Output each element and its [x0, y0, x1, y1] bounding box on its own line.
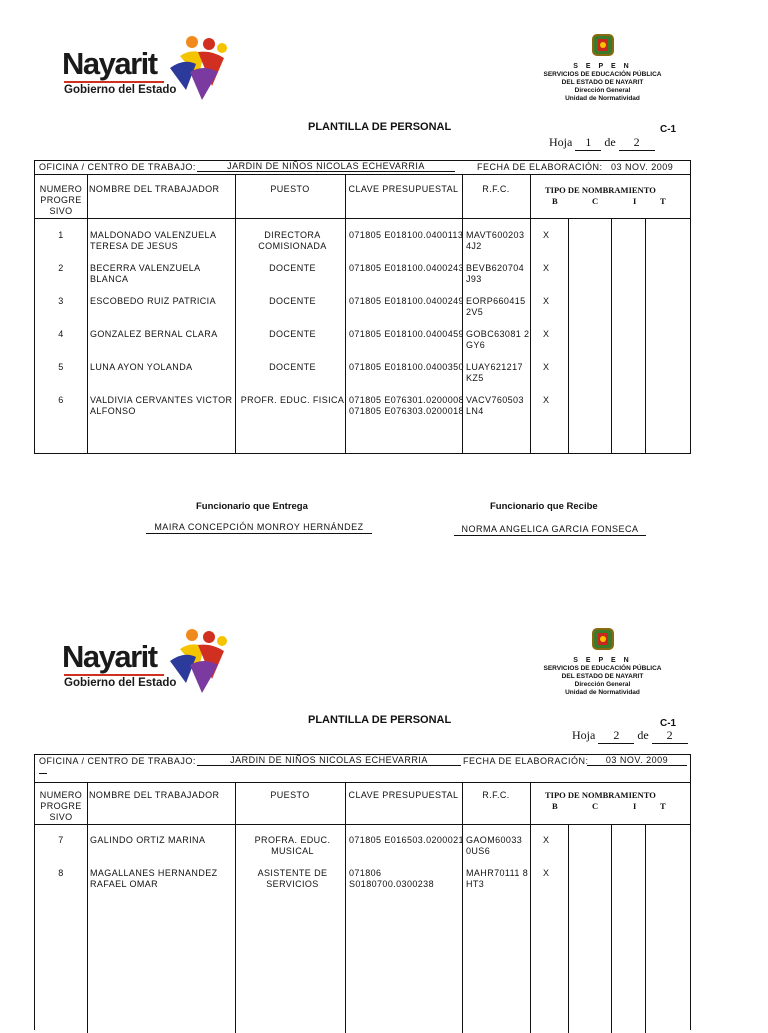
- seal-line: Dirección General: [574, 681, 631, 688]
- seal-line: DEL ESTADO DE NAYARIT: [561, 673, 644, 680]
- page-title: PLANTILLA DE PERSONAL: [308, 121, 452, 133]
- seal-line: Unidad de Normatividad: [565, 95, 640, 102]
- header-i: I: [633, 801, 637, 811]
- de-label: de: [604, 135, 616, 149]
- row-tipo-b: X: [543, 835, 550, 845]
- row-puesto: ASISTENTE DE SERVICIOS: [257, 868, 328, 889]
- seal-line: S E P E N: [573, 63, 632, 70]
- seal-line: SERVICIOS DE EDUCACIÓN PÚBLICA: [543, 665, 662, 672]
- recibe-label: Funcionario que Recibe: [490, 501, 598, 512]
- personnel-table: [34, 754, 691, 1030]
- sheet-counter: [549, 135, 655, 151]
- personnel-table: [34, 160, 691, 454]
- header-tipo: TIPO DE NOMBRAMIENTO: [545, 790, 656, 800]
- row-rfc: EORP660415 2V5: [466, 296, 526, 317]
- header-puesto: PUESTO: [270, 184, 310, 194]
- seal-line: SERVICIOS DE EDUCACIÓN PÚBLICA: [543, 71, 662, 78]
- row-puesto: DOCENTE: [269, 362, 316, 372]
- logo-word: Nayarit: [62, 46, 157, 81]
- row-rfc: BEVB620704 J93: [466, 263, 525, 284]
- row-rfc: MAVT600203 4J2: [466, 230, 525, 251]
- header-num: NUMERO PROGRE SIVO: [39, 184, 83, 216]
- row-number: 2: [58, 263, 64, 273]
- office-label: OFICINA / CENTRO DE TRABAJO:: [39, 756, 196, 766]
- row-clave: 071805 E018100.0400243: [349, 263, 464, 273]
- row-puesto: PROFRA. EDUC. MUSICAL: [254, 835, 331, 856]
- hoja-label: Hoja: [572, 728, 596, 742]
- row-rfc: MAHR70111 8HT3: [466, 868, 529, 889]
- col-divider: [345, 175, 346, 454]
- hoja-label: Hoja: [549, 135, 573, 149]
- coat-of-arms-icon: [590, 32, 616, 58]
- form-code: C-1: [660, 718, 677, 729]
- seal-line: Unidad de Normatividad: [565, 689, 640, 696]
- office-value: JARDIN DE NIÑOS NICOLAS ECHEVARRIA: [197, 755, 461, 766]
- de-label: de: [637, 728, 649, 742]
- entrega-name: MAIRA CONCEPCIÓN MONROY HERNÁNDEZ: [146, 522, 372, 534]
- hoja-number: 2: [598, 728, 634, 744]
- row-clave: 071805 E018100.0400459: [349, 329, 464, 339]
- col-divider: [235, 783, 236, 1033]
- header-t: T: [660, 196, 666, 206]
- col-divider: [530, 175, 531, 454]
- row-tipo-b: X: [543, 868, 550, 878]
- row-name: MAGALLANES HERNANDEZ RAFAEL OMAR: [90, 868, 218, 889]
- header-clave: CLAVE PRESUPUESTAL: [348, 790, 459, 800]
- col-divider: [530, 783, 531, 1033]
- row-tipo-b: X: [543, 362, 550, 372]
- row-name: BECERRA VALENZUELA BLANCA: [90, 263, 201, 284]
- fecha-label: FECHA DE ELABORACIÓN:: [477, 162, 603, 172]
- row-puesto: PROFR. EDUC. FISICA: [240, 395, 345, 405]
- header-rfc: R.F.C.: [482, 790, 510, 800]
- header-name: NOMBRE DEL TRABAJADOR: [89, 184, 220, 194]
- col-divider: [611, 824, 612, 1033]
- row-name: GONZALEZ BERNAL CLARA: [90, 329, 218, 339]
- page-title: PLANTILLA DE PERSONAL: [308, 714, 452, 726]
- row-tipo-b: X: [543, 230, 550, 240]
- people-figures-icon: [162, 627, 232, 697]
- row-number: 1: [58, 230, 64, 240]
- header-i: I: [633, 196, 637, 206]
- fecha-label: FECHA DE ELABORACIÓN:: [463, 756, 589, 766]
- coat-of-arms-icon: [590, 626, 616, 652]
- seal-line: S E P E N: [573, 657, 632, 664]
- fecha-value: 03 NOV. 2009: [611, 162, 674, 172]
- row-clave: 071805 E076301.0200008 071805 E076303.0200018: [349, 395, 464, 416]
- header-divider: [35, 218, 690, 219]
- sepen-seal: [540, 626, 665, 697]
- row-rfc: VACV760503 LN4: [466, 395, 524, 416]
- header-tipo: TIPO DE NOMBRAMIENTO: [545, 185, 656, 195]
- sheet-counter: [572, 728, 688, 744]
- row-number: 6: [58, 395, 64, 405]
- row-clave: 071805 E016503.0200021: [349, 835, 464, 845]
- col-divider: [645, 218, 646, 454]
- row-tipo-b: X: [543, 329, 550, 339]
- row-tipo-b: X: [543, 296, 550, 306]
- row-name: VALDIVIA CERVANTES VICTOR ALFONSO: [90, 395, 233, 416]
- row-puesto: DOCENTE: [269, 263, 316, 273]
- header-num: NUMERO PROGRE SIVO: [39, 790, 83, 822]
- row-name: ESCOBEDO RUIZ PATRICIA: [90, 296, 216, 306]
- row-name: MALDONADO VALENZUELA TERESA DE JESUS: [90, 230, 216, 251]
- row-clave: 071805 E018100.0400350: [349, 362, 464, 372]
- row-puesto: DOCENTE: [269, 296, 316, 306]
- hoja-total: 2: [619, 135, 655, 151]
- row-number: 3: [58, 296, 64, 306]
- nayarit-logo: [62, 633, 227, 695]
- people-figures-icon: [162, 34, 232, 104]
- row-tipo-b: X: [543, 395, 550, 405]
- fecha-value: 03 NOV. 2009: [587, 755, 687, 766]
- row-number: 8: [58, 868, 64, 878]
- row-tipo-b: X: [543, 263, 550, 273]
- office-label: OFICINA / CENTRO DE TRABAJO:: [39, 162, 196, 172]
- col-divider: [568, 218, 569, 454]
- col-divider: [462, 783, 463, 1033]
- row-clave: 071806 S0180700.0300238: [349, 868, 434, 889]
- header-clave: CLAVE PRESUPUESTAL: [348, 184, 459, 194]
- header-puesto: PUESTO: [270, 790, 310, 800]
- col-divider: [345, 783, 346, 1033]
- col-divider: [87, 175, 88, 454]
- nayarit-logo: [62, 40, 227, 102]
- row-clave: 071805 E018100.0400113: [349, 230, 464, 240]
- entrega-label: Funcionario que Entrega: [196, 501, 308, 512]
- row-number: 7: [58, 835, 64, 845]
- row-rfc: LUAY621217 KZ5: [466, 362, 523, 383]
- logo-word: Nayarit: [62, 639, 157, 674]
- col-divider: [645, 824, 646, 1033]
- header-c: C: [592, 801, 599, 811]
- logo-subtitle: Gobierno del Estado: [64, 674, 164, 689]
- recibe-name: NORMA ANGELICA GARCIA FONSECA: [454, 524, 646, 536]
- office-continuation-line: [39, 765, 47, 774]
- row-rfc: GAOM60033 0US6: [466, 835, 523, 856]
- office-value: JARDIN DE NIÑOS NICOLAS ECHEVARRIA: [197, 161, 455, 172]
- form-code: C-1: [660, 124, 677, 135]
- row-number: 5: [58, 362, 64, 372]
- hoja-total: 2: [652, 728, 688, 744]
- seal-line: Dirección General: [574, 87, 631, 94]
- header-name: NOMBRE DEL TRABAJADOR: [89, 790, 220, 800]
- row-puesto: DOCENTE: [269, 329, 316, 339]
- row-name: GALINDO ORTIZ MARINA: [90, 835, 206, 845]
- header-rfc: R.F.C.: [482, 184, 510, 194]
- col-divider: [568, 824, 569, 1033]
- seal-line: DEL ESTADO DE NAYARIT: [561, 79, 644, 86]
- col-divider: [611, 218, 612, 454]
- office-row: [35, 161, 690, 175]
- office-row: [35, 755, 690, 783]
- row-number: 4: [58, 329, 64, 339]
- header-divider: [35, 824, 690, 825]
- col-divider: [87, 783, 88, 1033]
- row-name: LUNA AYON YOLANDA: [90, 362, 193, 372]
- row-clave: 071805 E018100.0400249: [349, 296, 464, 306]
- sepen-seal: [540, 32, 665, 103]
- header-b: B: [552, 801, 558, 811]
- row-rfc: GOBC63081 2GY6: [466, 329, 530, 350]
- logo-subtitle: Gobierno del Estado: [64, 81, 164, 96]
- header-t: T: [660, 801, 666, 811]
- header-b: B: [552, 196, 558, 206]
- header-c: C: [592, 196, 599, 206]
- row-puesto: DIRECTORA COMISIONADA: [258, 230, 327, 251]
- hoja-number: 1: [575, 135, 601, 151]
